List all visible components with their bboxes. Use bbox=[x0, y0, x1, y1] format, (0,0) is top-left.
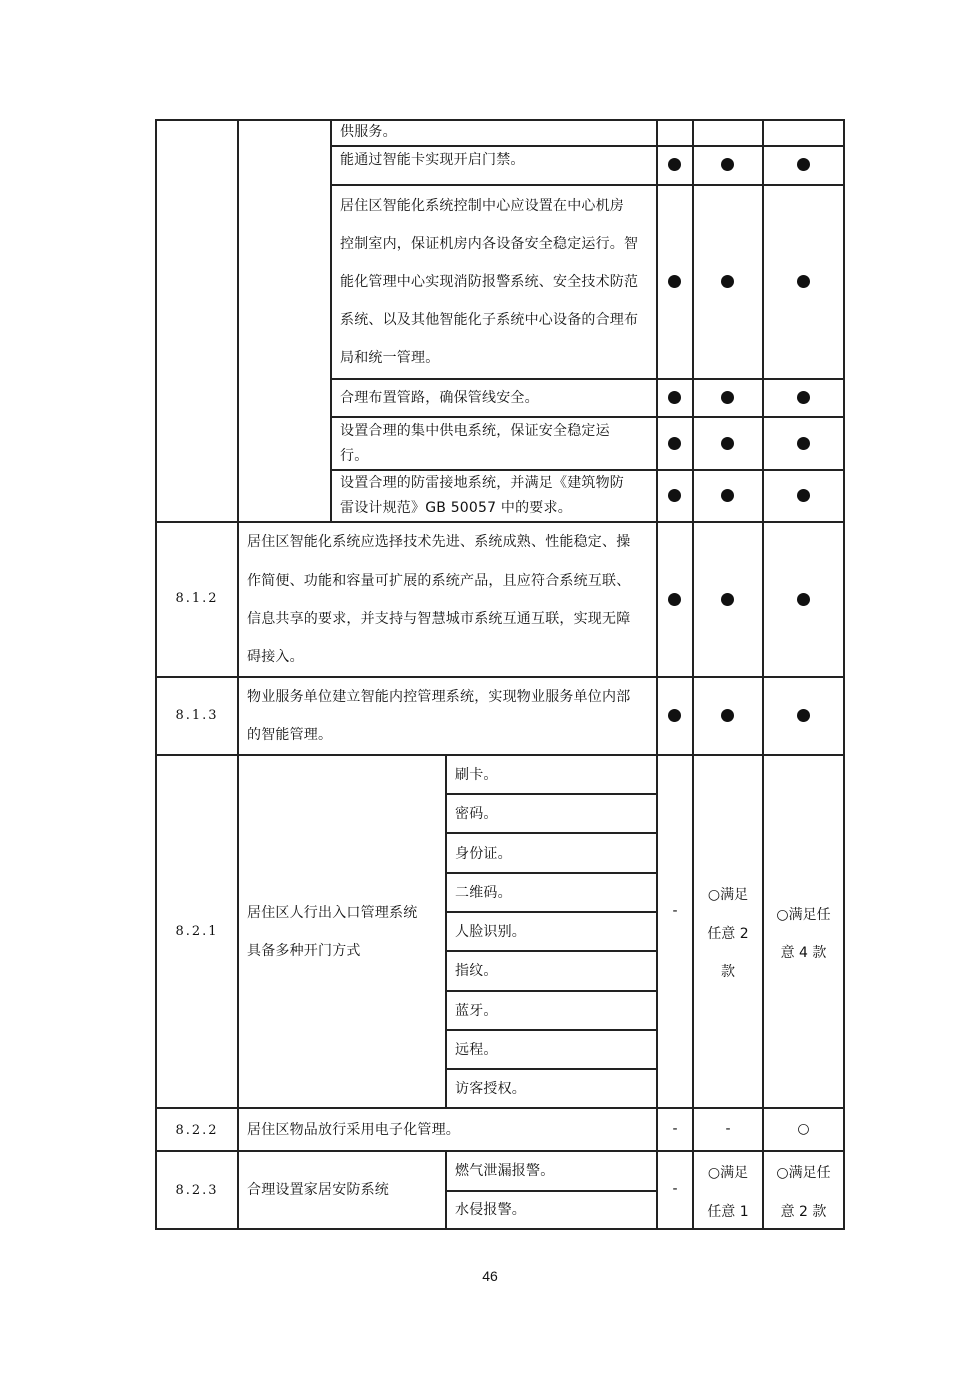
cell-text: 合理布置管路，确保管线安全。 bbox=[340, 390, 539, 406]
option-item: 访客授权。 bbox=[455, 1081, 526, 1097]
cell-text: 系统、以及其他智能化子系统中心设备的合理布 bbox=[340, 312, 639, 328]
grade3-value: 意 2 款 bbox=[780, 1204, 827, 1220]
cell-text: 居住区智能化系统控制中心应设置在中心机房 bbox=[340, 198, 624, 214]
cell-text: 行。 bbox=[340, 448, 369, 464]
clause-code: 8.2.3 bbox=[175, 1183, 219, 1198]
cell-text: 物业服务单位建立智能内控管理系统，实现物业服务单位内部 bbox=[247, 689, 631, 705]
grade3-value: ○满足任 bbox=[776, 907, 831, 923]
full-compliance-dot bbox=[721, 391, 734, 404]
table-border-left bbox=[155, 119, 157, 1230]
full-compliance-dot bbox=[668, 391, 681, 404]
grade1-value: - bbox=[672, 1181, 678, 1197]
cell-text: 居住区智能化系统应选择技术先进、系统成熟、性能稳定、操 bbox=[247, 534, 631, 550]
table-border-right bbox=[843, 119, 845, 1230]
grade2-value: 任意 2 bbox=[707, 926, 749, 942]
cell-text: 作简便、功能和容量可扩展的系统产品，且应符合系统互联、 bbox=[247, 573, 631, 589]
clause-code: 8.1.3 bbox=[175, 708, 219, 723]
cell-text: 设置合理的防雷接地系统，并满足《建筑物防 bbox=[340, 475, 624, 491]
option-item: 密码。 bbox=[455, 806, 498, 822]
grade2-value: 款 bbox=[721, 964, 735, 980]
full-compliance-dot bbox=[721, 709, 734, 722]
clause-code: 8.2.1 bbox=[175, 924, 219, 939]
option-item: 二维码。 bbox=[455, 885, 512, 901]
grade2-value: - bbox=[725, 1121, 731, 1137]
full-compliance-dot bbox=[721, 593, 734, 606]
full-compliance-dot bbox=[797, 391, 810, 404]
full-compliance-dot bbox=[668, 489, 681, 502]
grade3-value: ○满足任 bbox=[776, 1165, 831, 1181]
full-compliance-dot bbox=[797, 158, 810, 171]
option-item: 刷卡。 bbox=[455, 767, 498, 783]
cell-text: 的智能管理。 bbox=[247, 727, 333, 743]
grade2-value: ○满足 bbox=[707, 1165, 749, 1181]
row-line bbox=[155, 754, 845, 756]
col-divider-grade1 bbox=[656, 119, 658, 1230]
option-item: 水侵报警。 bbox=[455, 1202, 526, 1218]
full-compliance-dot bbox=[721, 437, 734, 450]
grade2-value: ○满足 bbox=[707, 887, 749, 903]
col-divider-items-821 bbox=[445, 755, 447, 1108]
option-item: 身份证。 bbox=[455, 846, 512, 862]
full-compliance-dot bbox=[797, 489, 810, 502]
grade3-value: 意 4 款 bbox=[780, 945, 827, 961]
col-divider-grade2 bbox=[692, 119, 694, 1230]
full-compliance-dot bbox=[797, 437, 810, 450]
row-line bbox=[330, 184, 845, 186]
cell-text: 居住区物品放行采用电子化管理。 bbox=[247, 1122, 460, 1138]
full-compliance-dot bbox=[721, 489, 734, 502]
grade1-value: - bbox=[672, 903, 678, 919]
cell-text: 能通过智能卡实现开启门禁。 bbox=[340, 152, 525, 168]
cell-text: 能化管理中心实现消防报警系统、安全技术防范 bbox=[340, 274, 639, 290]
cell-text: 合理设置家居安防系统 bbox=[247, 1182, 389, 1198]
cell-text: 居住区人行出入口管理系统 bbox=[247, 905, 418, 921]
option-item: 燃气泄漏报警。 bbox=[455, 1163, 555, 1179]
full-compliance-dot bbox=[797, 593, 810, 606]
cell-text: 信息共享的要求，并支持与智慧城市系统互通互联，实现无障 bbox=[247, 611, 631, 627]
option-item: 指纹。 bbox=[455, 963, 498, 979]
full-compliance-dot bbox=[797, 275, 810, 288]
option-item: 人脸识别。 bbox=[455, 924, 526, 940]
full-compliance-dot bbox=[668, 709, 681, 722]
full-compliance-dot bbox=[668, 158, 681, 171]
full-compliance-dot bbox=[721, 275, 734, 288]
full-compliance-dot bbox=[797, 709, 810, 722]
cell-text: 具备多种开门方式 bbox=[247, 943, 361, 959]
full-compliance-dot bbox=[668, 593, 681, 606]
cell-text: 供服务。 bbox=[340, 124, 397, 140]
table-border-top bbox=[155, 119, 845, 121]
col-divider-sub bbox=[330, 119, 332, 522]
grade1-value: - bbox=[672, 1121, 678, 1137]
option-item: 远程。 bbox=[455, 1042, 498, 1058]
option-item: 蓝牙。 bbox=[455, 1003, 498, 1019]
page-number: 46 bbox=[482, 1268, 498, 1284]
full-compliance-dot bbox=[668, 275, 681, 288]
cell-text: 设置合理的集中供电系统，保证安全稳定运 bbox=[340, 423, 610, 439]
cell-text: 控制室内，保证机房内各设备安全稳定运行。智 bbox=[340, 236, 639, 252]
cell-text: 局和统一管理。 bbox=[340, 350, 440, 366]
grade2-value: 任意 1 bbox=[707, 1204, 749, 1220]
col-divider-code bbox=[237, 119, 239, 1230]
grade3-value: ○ bbox=[797, 1121, 810, 1137]
col-divider-grade3 bbox=[762, 119, 764, 1230]
clause-code: 8.2.2 bbox=[175, 1123, 219, 1138]
full-compliance-dot bbox=[721, 158, 734, 171]
cell-text: 雷设计规范》GB 50057 中的要求。 bbox=[340, 500, 572, 516]
full-compliance-dot bbox=[668, 437, 681, 450]
cell-text: 碍接入。 bbox=[247, 649, 304, 665]
clause-code: 8.1.2 bbox=[175, 591, 219, 606]
